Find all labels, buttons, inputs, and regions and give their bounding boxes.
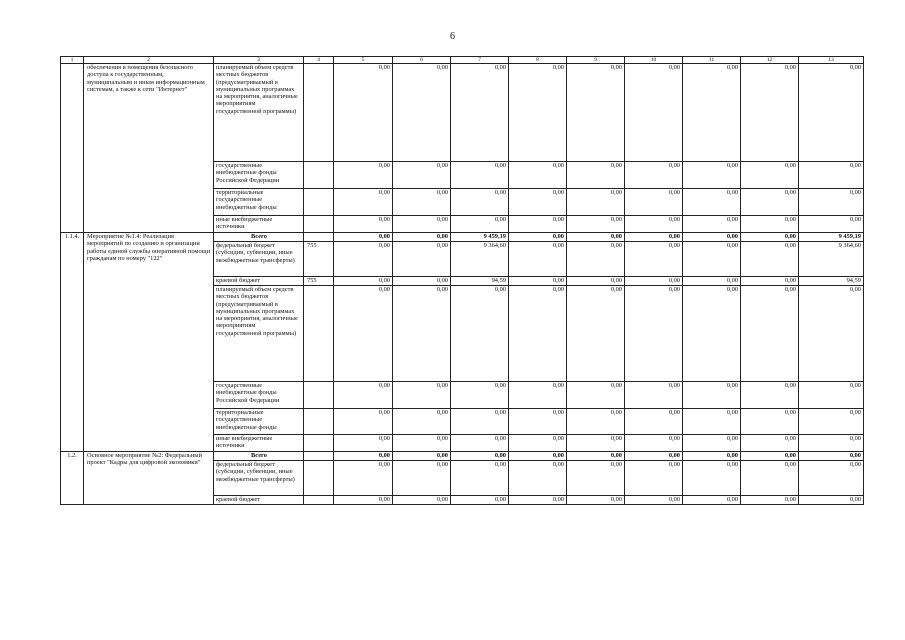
amount-cell: 0,00: [683, 452, 741, 461]
amount-cell: 0,00: [567, 64, 625, 162]
amount-cell: 0,00: [393, 461, 451, 496]
amount-cell: 0,00: [741, 452, 799, 461]
column-number: 2: [84, 57, 214, 64]
amount-cell: 0,00: [334, 189, 393, 216]
funding-source: государственные внебюджетные фонды Российской Федерации: [214, 382, 304, 409]
amount-cell: 0,00: [567, 435, 625, 452]
amount-cell: 0,00: [509, 189, 567, 216]
funding-source: территориальные государственные внебюджетные фонды: [214, 409, 304, 435]
column-number-row: [61, 57, 864, 64]
amount-cell: 0,00: [393, 242, 451, 277]
column-number: 7: [451, 57, 509, 64]
amount-cell: 0,00: [334, 277, 393, 286]
amount-cell: 0,00: [683, 461, 741, 496]
amount-cell: 0,00: [683, 216, 741, 233]
amount-cell: 0,00: [683, 286, 741, 382]
amount-cell: 0,00: [509, 382, 567, 409]
amount-cell: 0,00: [567, 286, 625, 382]
amount-cell: 0,00: [509, 242, 567, 277]
amount-cell: 0,00: [334, 452, 393, 461]
amount-cell: 0,00: [683, 496, 741, 505]
funding-source: планируемый объем средств местных бюджетов (предусматриваемый в муниципальных программах на мероприятия, аналогичные мероприятиям государственной программы): [214, 286, 304, 382]
amount-cell: 0,00: [451, 452, 509, 461]
budget-code: 755: [304, 242, 334, 277]
amount-cell: 0,00: [509, 452, 567, 461]
amount-cell: 0,00: [625, 409, 683, 435]
column-number: 6: [393, 57, 451, 64]
amount-cell: 0,00: [567, 162, 625, 189]
amount-cell: 0,00: [393, 496, 451, 505]
amount-cell: 0,00: [741, 435, 799, 452]
amount-cell: 0,00: [683, 242, 741, 277]
amount-cell: 0,00: [509, 162, 567, 189]
amount-cell: 9 459,19: [799, 233, 864, 242]
budget-code: [304, 189, 334, 216]
column-number: 4: [304, 57, 334, 64]
amount-cell: 0,00: [625, 242, 683, 277]
amount-cell: 94,59: [451, 277, 509, 286]
amount-cell: 0,00: [334, 382, 393, 409]
amount-cell: 0,00: [799, 216, 864, 233]
item-number: 1.1.4.: [61, 233, 84, 452]
funding-source: иные внебюджетные источники: [214, 216, 304, 233]
column-number: 8: [509, 57, 567, 64]
budget-code: [304, 435, 334, 452]
amount-cell: 0,00: [799, 452, 864, 461]
funding-source: планируемый объем средств местных бюджетов (предусматриваемый в муниципальных программах на мероприятия, аналогичные мероприятиям государственной программы): [214, 64, 304, 162]
amount-cell: 0,00: [451, 461, 509, 496]
amount-cell: 0,00: [334, 216, 393, 233]
amount-cell: 0,00: [509, 233, 567, 242]
budget-code: [304, 461, 334, 496]
amount-cell: 0,00: [451, 189, 509, 216]
amount-cell: 0,00: [683, 64, 741, 162]
budget-code: [304, 452, 334, 461]
funding-source: краевой бюджет: [214, 496, 304, 505]
amount-cell: 0,00: [334, 409, 393, 435]
amount-cell: 0,00: [393, 435, 451, 452]
funding-source: федеральный бюджет (субсидии, субвенции, иные межбюджетные трансферты): [214, 461, 304, 496]
page-number: 6: [450, 31, 455, 42]
amount-cell: 0,00: [799, 435, 864, 452]
amount-cell: 0,00: [741, 189, 799, 216]
amount-cell: 0,00: [393, 286, 451, 382]
amount-cell: 9 364,60: [799, 242, 864, 277]
amount-cell: 0,00: [393, 409, 451, 435]
amount-cell: 0,00: [625, 277, 683, 286]
budget-code: [304, 286, 334, 382]
amount-cell: 0,00: [509, 461, 567, 496]
amount-cell: 0,00: [683, 277, 741, 286]
funding-source: Всего: [214, 233, 304, 242]
amount-cell: 0,00: [625, 496, 683, 505]
funding-source: территориальные государственные внебюджетные фонды: [214, 189, 304, 216]
amount-cell: 0,00: [625, 189, 683, 216]
amount-cell: 0,00: [451, 409, 509, 435]
amount-cell: 0,00: [451, 496, 509, 505]
amount-cell: 0,00: [393, 233, 451, 242]
column-number: 13: [799, 57, 864, 64]
amount-cell: 0,00: [741, 64, 799, 162]
amount-cell: 0,00: [799, 286, 864, 382]
amount-cell: 0,00: [741, 496, 799, 505]
amount-cell: 0,00: [334, 233, 393, 242]
amount-cell: 0,00: [799, 382, 864, 409]
amount-cell: 0,00: [509, 496, 567, 505]
amount-cell: 0,00: [509, 216, 567, 233]
amount-cell: 0,00: [334, 64, 393, 162]
amount-cell: 0,00: [683, 435, 741, 452]
amount-cell: 0,00: [683, 233, 741, 242]
amount-cell: 0,00: [334, 242, 393, 277]
amount-cell: 0,00: [799, 409, 864, 435]
amount-cell: 0,00: [509, 435, 567, 452]
item-description: Мероприятие №1.4: Реализация мероприятий по созданию и организации работы единой службы оперативной помощи гражданам по номеру "122": [84, 233, 214, 452]
amount-cell: 0,00: [567, 461, 625, 496]
column-number: 11: [683, 57, 741, 64]
funding-source: краевой бюджет: [214, 277, 304, 286]
amount-cell: 0,00: [683, 189, 741, 216]
funding-source: Всего: [214, 452, 304, 461]
table-body: [61, 57, 864, 505]
amount-cell: 0,00: [741, 286, 799, 382]
amount-cell: 0,00: [393, 277, 451, 286]
amount-cell: 0,00: [451, 216, 509, 233]
column-number: 5: [334, 57, 393, 64]
amount-cell: 0,00: [625, 382, 683, 409]
amount-cell: 0,00: [393, 189, 451, 216]
budget-code: 755: [304, 277, 334, 286]
amount-cell: 0,00: [567, 216, 625, 233]
amount-cell: 0,00: [509, 64, 567, 162]
amount-cell: 0,00: [334, 435, 393, 452]
budget-table: [60, 56, 864, 505]
amount-cell: 0,00: [567, 233, 625, 242]
amount-cell: 0,00: [451, 286, 509, 382]
amount-cell: 0,00: [741, 382, 799, 409]
amount-cell: 0,00: [567, 242, 625, 277]
amount-cell: 0,00: [567, 452, 625, 461]
budget-code: [304, 216, 334, 233]
column-number: 1: [61, 57, 84, 64]
amount-cell: 0,00: [741, 277, 799, 286]
amount-cell: 0,00: [741, 216, 799, 233]
budget-code: [304, 162, 334, 189]
amount-cell: 0,00: [567, 496, 625, 505]
item-description: Основное мероприятие №2: Федеральный проект "Кадры для цифровой экономики": [84, 452, 214, 505]
funding-source: иные внебюджетные источники: [214, 435, 304, 452]
amount-cell: 0,00: [625, 162, 683, 189]
amount-cell: 0,00: [451, 162, 509, 189]
amount-cell: 0,00: [393, 162, 451, 189]
funding-source: государственные внебюджетные фонды Российской Федерации: [214, 162, 304, 189]
amount-cell: 0,00: [625, 216, 683, 233]
item-description: обеспечения в помещения безопасного доступа к государственным, муниципальным и иным информационным системам, а также к сети "Интернет": [84, 64, 214, 233]
amount-cell: 0,00: [567, 382, 625, 409]
item-number: [61, 64, 84, 233]
amount-cell: 0,00: [567, 409, 625, 435]
amount-cell: 0,00: [451, 64, 509, 162]
amount-cell: 0,00: [451, 382, 509, 409]
budget-code: [304, 64, 334, 162]
amount-cell: 0,00: [799, 496, 864, 505]
budget-code: [304, 496, 334, 505]
table-row: [61, 233, 864, 242]
amount-cell: 0,00: [799, 162, 864, 189]
amount-cell: 0,00: [393, 452, 451, 461]
table-row: [61, 452, 864, 461]
amount-cell: 0,00: [509, 277, 567, 286]
amount-cell: 0,00: [625, 435, 683, 452]
amount-cell: 0,00: [334, 286, 393, 382]
amount-cell: 0,00: [393, 64, 451, 162]
budget-code: [304, 409, 334, 435]
amount-cell: 0,00: [393, 382, 451, 409]
amount-cell: 0,00: [625, 461, 683, 496]
column-number: 12: [741, 57, 799, 64]
amount-cell: 0,00: [741, 409, 799, 435]
amount-cell: 0,00: [683, 382, 741, 409]
amount-cell: 0,00: [567, 189, 625, 216]
amount-cell: 9 364,60: [451, 242, 509, 277]
column-number: 9: [567, 57, 625, 64]
column-number: 3: [214, 57, 304, 64]
amount-cell: 0,00: [334, 162, 393, 189]
amount-cell: 0,00: [334, 496, 393, 505]
amount-cell: 0,00: [799, 461, 864, 496]
column-number: 10: [625, 57, 683, 64]
amount-cell: 0,00: [799, 189, 864, 216]
budget-code: [304, 233, 334, 242]
amount-cell: 0,00: [509, 286, 567, 382]
amount-cell: 0,00: [799, 64, 864, 162]
amount-cell: 0,00: [451, 435, 509, 452]
amount-cell: 0,00: [393, 216, 451, 233]
table-row: [61, 64, 864, 162]
funding-source: федеральный бюджет (субсидии, субвенции, иные межбюджетные трансферты): [214, 242, 304, 277]
amount-cell: 0,00: [741, 461, 799, 496]
amount-cell: 0,00: [334, 461, 393, 496]
amount-cell: 0,00: [625, 233, 683, 242]
amount-cell: 0,00: [625, 452, 683, 461]
budget-code: [304, 382, 334, 409]
amount-cell: 0,00: [625, 64, 683, 162]
amount-cell: 0,00: [509, 409, 567, 435]
amount-cell: 0,00: [567, 277, 625, 286]
amount-cell: 0,00: [625, 286, 683, 382]
amount-cell: 0,00: [741, 233, 799, 242]
amount-cell: 0,00: [741, 242, 799, 277]
amount-cell: 0,00: [741, 162, 799, 189]
item-number: 1.2.: [61, 452, 84, 505]
amount-cell: 9 459,19: [451, 233, 509, 242]
amount-cell: 0,00: [683, 409, 741, 435]
amount-cell: 94,59: [799, 277, 864, 286]
amount-cell: 0,00: [683, 162, 741, 189]
